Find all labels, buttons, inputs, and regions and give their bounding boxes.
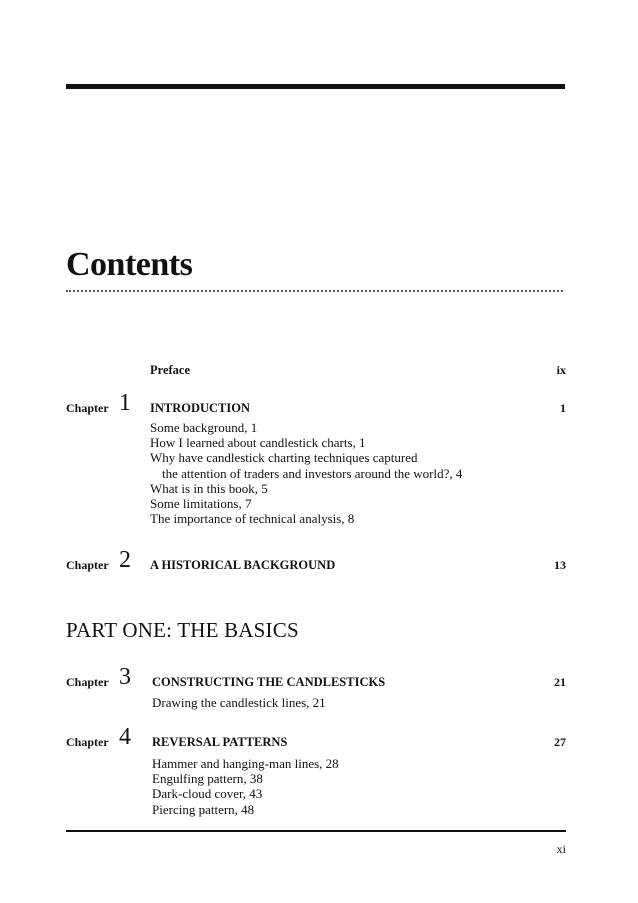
chapter-1-entry: How I learned about candlestick charts, 1 (150, 435, 366, 451)
chapter-4-number: 4 (119, 724, 131, 750)
chapter-1-entries (150, 420, 462, 526)
part-one-heading: PART ONE: THE BASICS (66, 618, 299, 642)
chapter-2-number: 2 (119, 547, 131, 573)
chapter-3-entry: Drawing the candlestick lines, 21 (152, 695, 326, 710)
chapter-1-entry: the attention of traders and investors around the world?, 4 (162, 465, 463, 481)
chapter-4-entry: Engulfing pattern, 38 (152, 771, 263, 787)
chapter-1-number: 1 (119, 390, 131, 416)
dotted-rule (66, 290, 563, 292)
chapter-3-title: CONSTRUCTING THE CANDLESTICKS (152, 675, 386, 689)
chapter-4-entry: Dark-cloud cover, 43 (152, 786, 263, 802)
preface-page: ix (556, 363, 566, 377)
chapter-1-entry: Why have candlestick charting techniques captured (150, 450, 418, 466)
preface-title: Preface (150, 363, 191, 377)
page-number: xi (556, 842, 566, 856)
chapter-1-page: 1 (560, 401, 566, 415)
chapter-1-entry: Some background, 1 (150, 420, 258, 435)
chapter-2-label: Chapter (66, 558, 109, 572)
top-rule (66, 84, 565, 89)
chapter-4-entry: Piercing pattern, 48 (152, 801, 255, 817)
chapter-3-entries (152, 695, 326, 710)
chapter-4-entry: Hammer and hanging-man lines, 28 (152, 756, 339, 771)
chapter-1-label: Chapter (66, 401, 109, 415)
chapter-4-page: 27 (554, 735, 566, 749)
chapter-1-entry: Some limitations, 7 (150, 496, 252, 512)
chapter-2-title: A HISTORICAL BACKGROUND (150, 558, 336, 572)
chapter-3-label: Chapter (66, 675, 109, 689)
chapter-3-page: 21 (554, 675, 566, 689)
chapter-4-title: REVERSAL PATTERNS (152, 735, 288, 749)
chapter-4-entries (152, 756, 339, 817)
chapter-1-entry: What is in this book, 5 (150, 480, 268, 496)
chapter-3-number: 3 (119, 664, 131, 690)
page-title: Contents (66, 246, 193, 283)
chapter-4-label: Chapter (66, 735, 109, 749)
chapter-1-entry: The importance of technical analysis, 8 (150, 511, 355, 527)
chapter-1-title: INTRODUCTION (150, 401, 251, 415)
bottom-rule (66, 830, 566, 832)
chapter-2-page: 13 (554, 558, 566, 572)
